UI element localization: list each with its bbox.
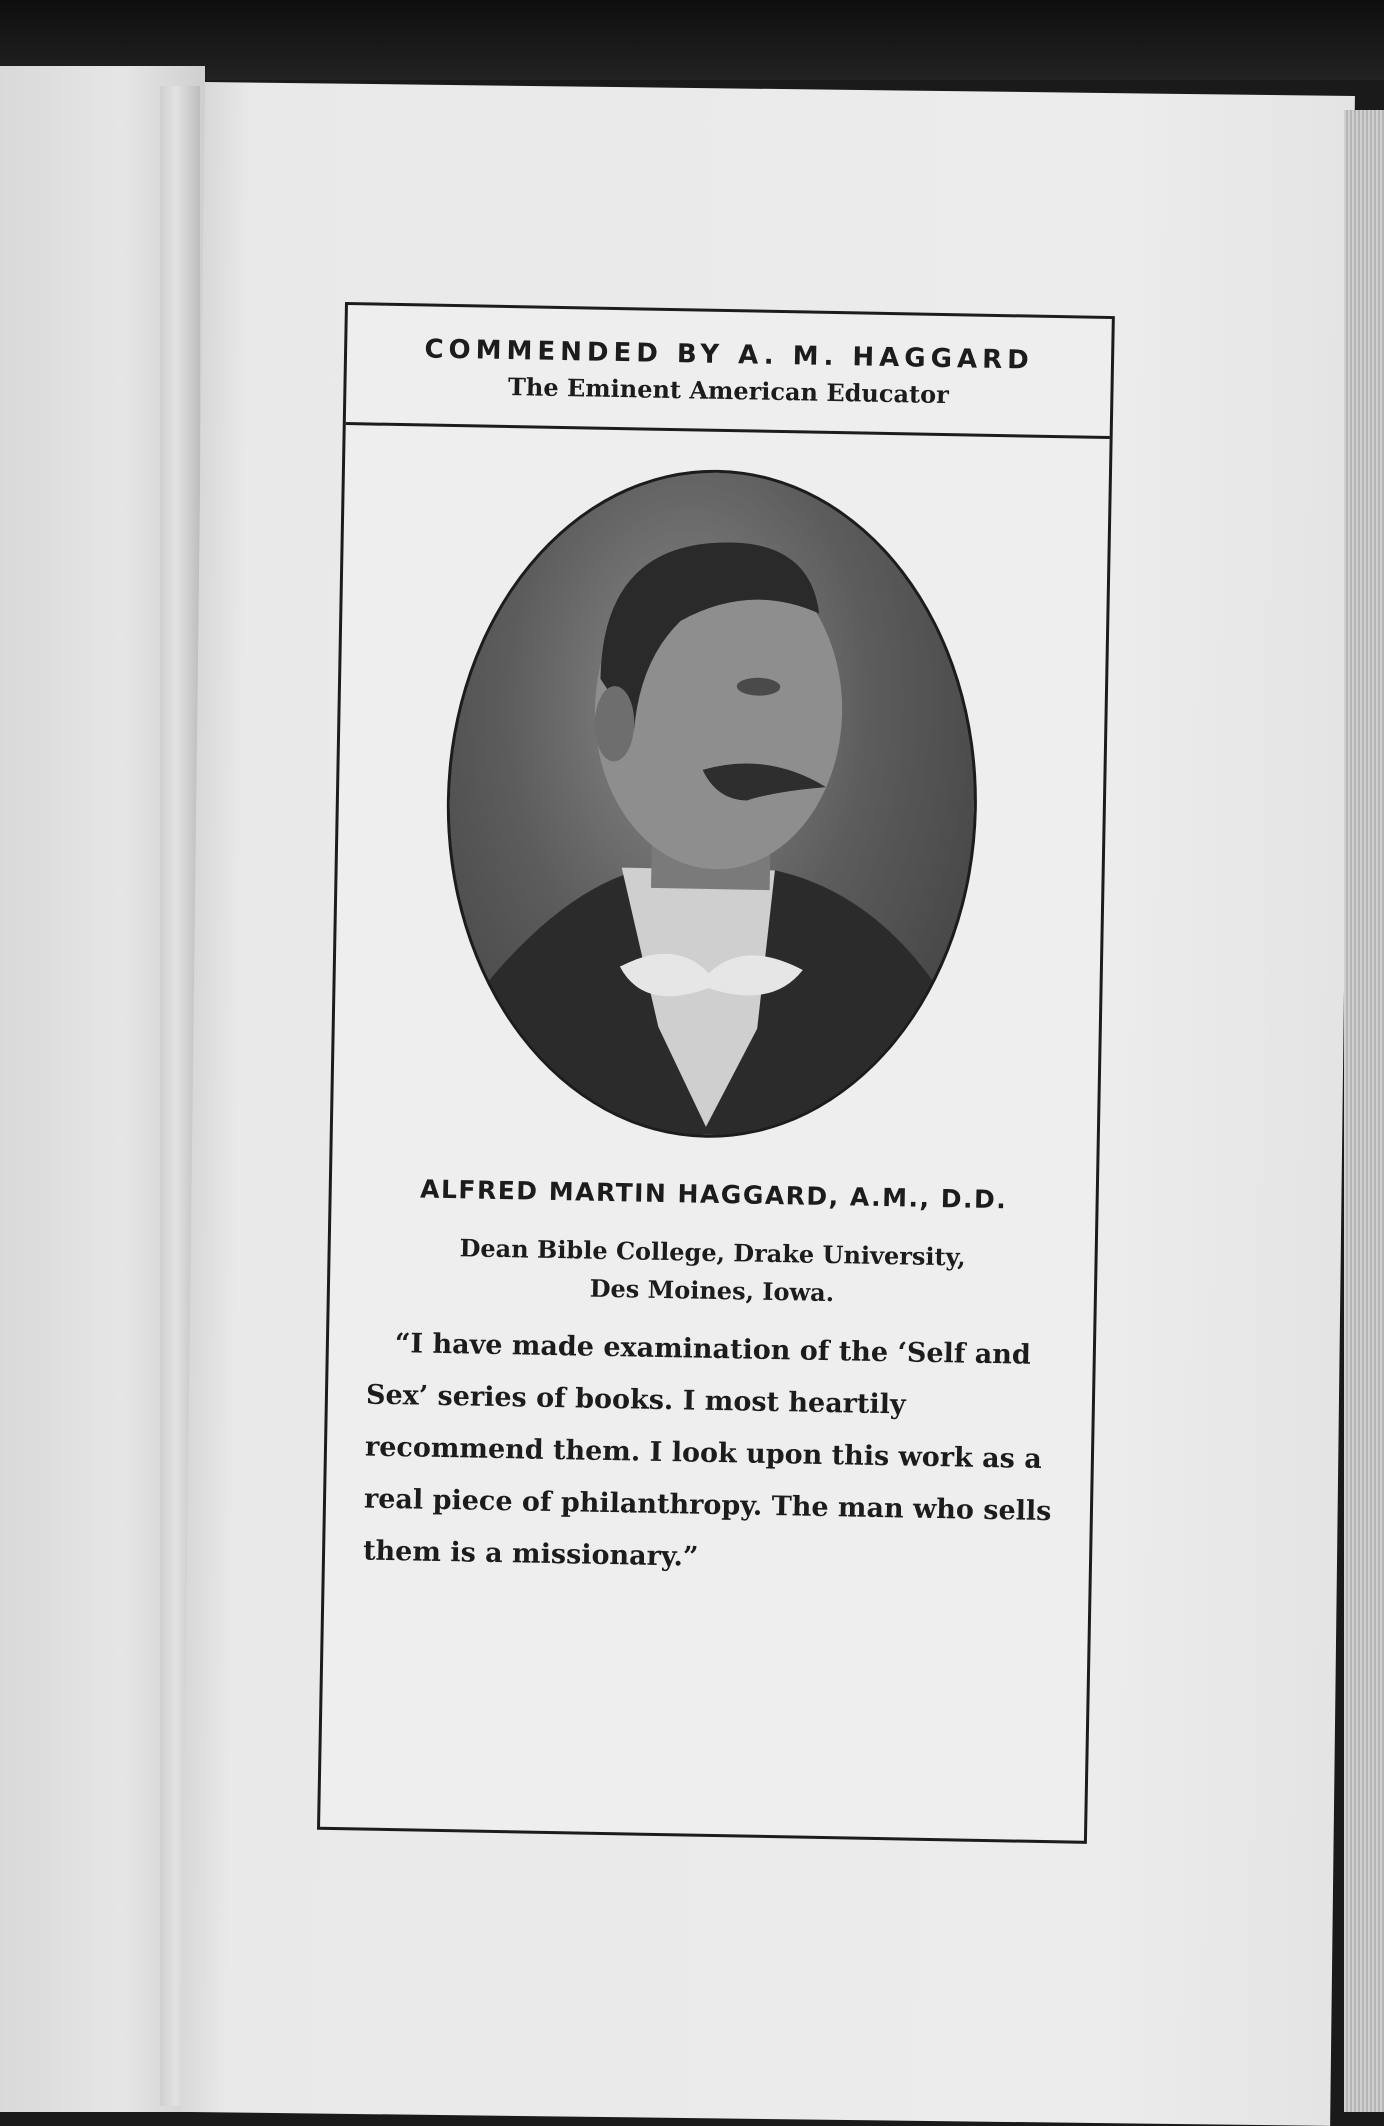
frame-header [346,305,1112,439]
scan-background [0,0,1384,80]
affiliation-line-2: Des Moines, Iowa. [589,1273,835,1308]
commendation-frame [317,302,1115,1844]
header-title: COMMENDED BY A. M. HAGGARD [424,334,1034,376]
affiliation-line-1: Dean Bible College, Drake University, [459,1233,966,1272]
testimonial-quote: “I have made examination of the ‘Self and Sex’ series of books. I most heartily recommend them. I look upon this work as a real piece of philanthropy. The man who sells them is a missionary.” [362,1328,1052,1573]
header-subtitle: The Eminent American Educator [507,372,950,410]
portrait-icon [444,468,980,1139]
portrait-photo [441,465,983,1143]
page-edges [1344,110,1384,2112]
person-name: ALFRED MARTIN HAGGARD, A.M., D.D. [419,1174,1008,1215]
person-affiliation [330,1227,1095,1317]
left-page [0,66,205,2112]
